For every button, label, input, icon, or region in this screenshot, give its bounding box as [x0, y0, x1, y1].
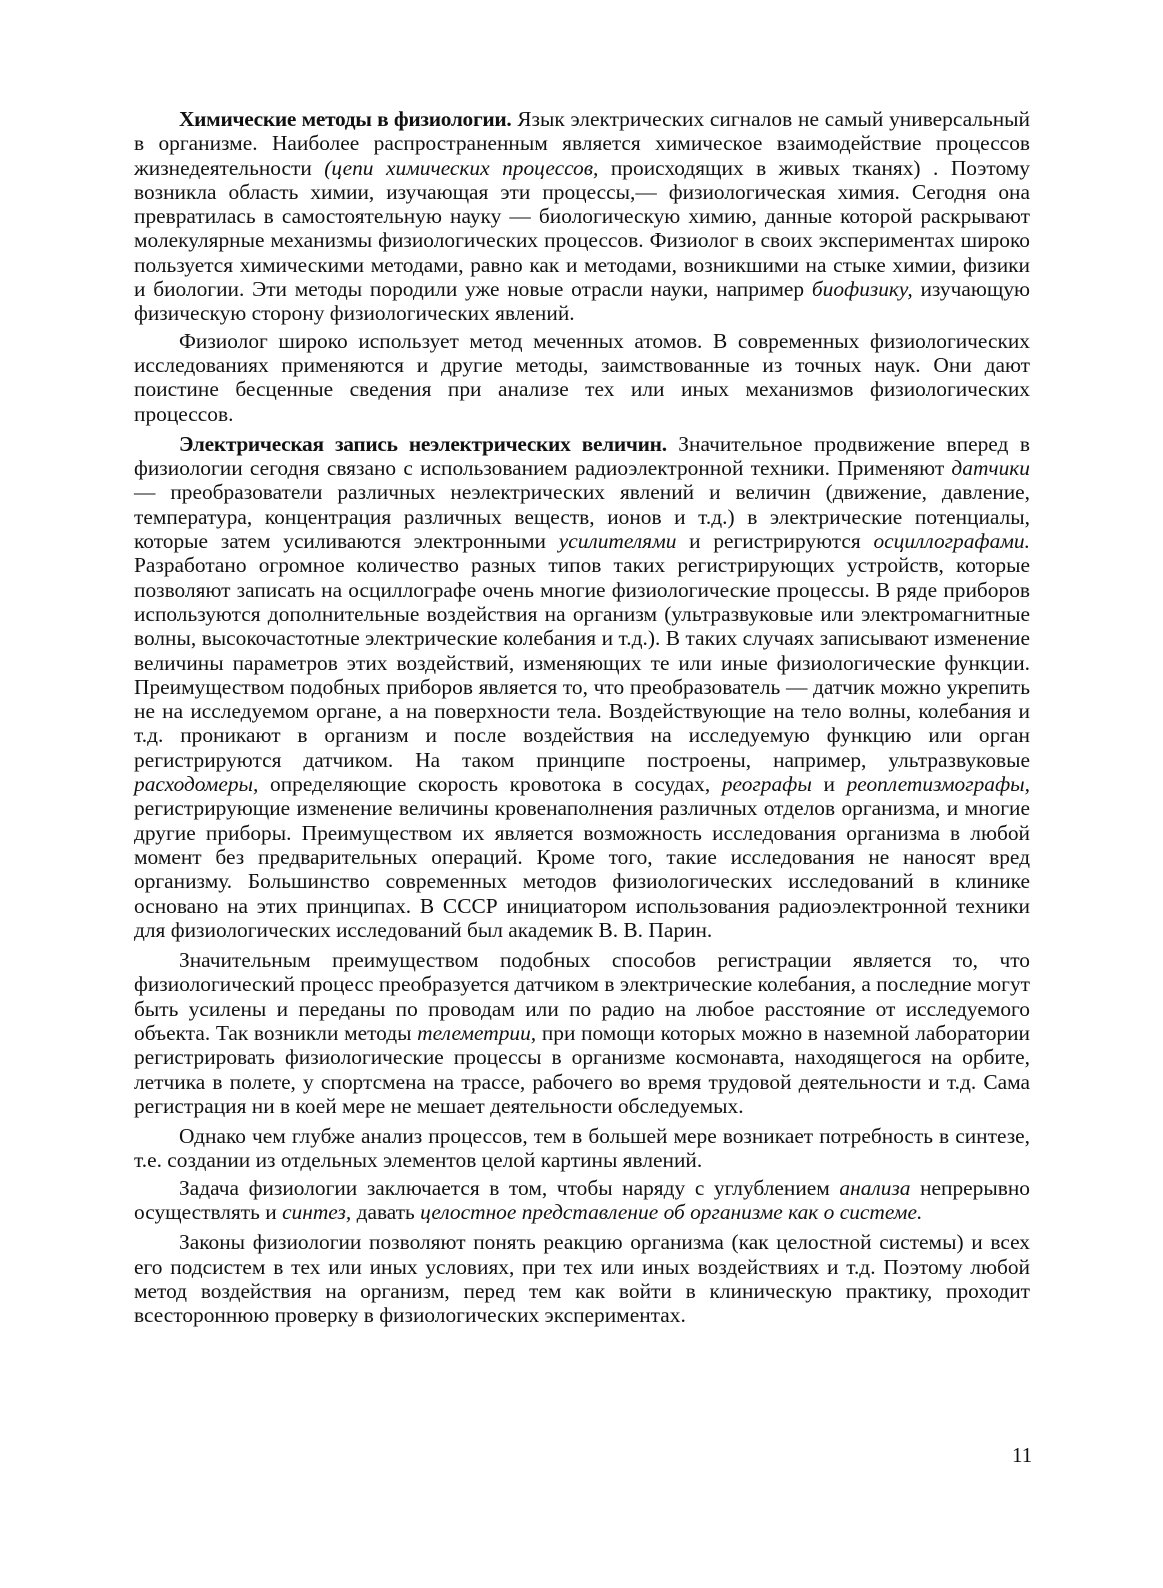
italic-term: биофизику,: [811, 277, 913, 302]
text-span: определяющие скорость кровотока в сосудах,: [258, 772, 722, 797]
italic-term: реоплетизмографы,: [846, 772, 1030, 797]
text-span: Задача физиологии заключается в том, чтобы наряду с углублением: [179, 1175, 840, 1200]
text-span: непрерывно осуществлять и: [134, 1175, 1030, 1225]
text-span: Значительное продвижение вперед в физиологии сегодня связано с использованием радиоэлектронной техники. Применяют: [134, 431, 1031, 481]
text-span: и: [811, 772, 847, 797]
italic-term: (цепи химических процессов,: [324, 155, 599, 180]
paragraph-task-of-physiology: [134, 1176, 1030, 1225]
page-number: 11: [1012, 1443, 1033, 1467]
italic-term: анализа: [839, 1175, 911, 1200]
paragraph-laws-of-physiology: [134, 1230, 1030, 1327]
heading-electrical-recording: Электрическая запись неэлектрических величин.: [179, 431, 667, 456]
italic-term: реографы: [721, 772, 812, 797]
text-span: регистрирующие изменение величины кровенаполнения различных отделов организма, и многие другие приборы. Преимуществом их является возможность исследования организма в любой момент без предварительных операций. Кроме того, такие исследования не наносят вред организму. Большинство современных методов физиологических исследований в клинике основано на этих принципах. В СССР инициатором использования радиоэлектронной техники для физиологических исследований был академик В. В. Парин.: [134, 796, 1030, 942]
paragraph-labeled-atoms: [134, 329, 1030, 426]
text-span: давать: [351, 1200, 421, 1225]
italic-term: целостное представление об организме как о системе.: [420, 1200, 923, 1225]
italic-term: датчики: [951, 456, 1030, 481]
paragraph-synthesis: [134, 1124, 1030, 1173]
text-span: происходящих в живых тканях) . Поэтому возникла область химии, изучающая эти процессы,— физиологическая химия. Сегодня она превратилась в самостоятельную науку — биологическую химию, данные которой раскрывают молекулярные механизмы физиологических процессов. Физиолог в своих экспериментах широко пользуется химическими методами, равно как и методами, возникшими на стыке химии, физики и биологии. Эти методы породили уже новые отрасли науки, например: [134, 155, 1031, 302]
text-span: Законы физиологии позволяют понять реакцию организма (как целостной системы) и всех его подсистем в тех или иных условиях, при тех или иных воздействиях и т.д. Поэтому любой метод воздействия на организм, перед тем как войти в клиническую практику, проходит всестороннюю проверку в физиологических экспериментах.: [134, 1230, 1030, 1328]
paragraph-telemetry: [134, 948, 1030, 1118]
italic-term: усилителями: [558, 529, 677, 554]
text-span: — преобразователи различных неэлектрических явлений и величин (движение, давление, температура, концентрация различных веществ, ионов и т.д.) в электрические потенциалы, которые затем усиливаются электронными: [134, 480, 1030, 554]
italic-term: расходомеры,: [134, 772, 259, 797]
text-span: при помощи которых можно в наземной лаборатории регистрировать физиологические процессы в организме космонавта, находящегося на орбите, летчика в полете, у спортсмена на трассе, рабочего во время трудовой деятельности и т.д. Сама регистрация ни в коей мере не мешает деятельности обследуемых.: [134, 1020, 1030, 1118]
paragraph-chemical-methods: [134, 107, 1030, 326]
italic-term: синтез,: [282, 1200, 352, 1225]
text-span: Значительным преимуществом подобных способов регистрации является то, что физиологический процесс преобразуется датчиком в электрические колебания, а последние могут быть усилены и переданы по проводам или по радио на любое расстояние от исследуемого объекта. Так возникли методы: [134, 948, 1030, 1045]
text-span: и регистрируются: [676, 529, 874, 554]
italic-term: осциллографами.: [873, 529, 1030, 554]
text-span: изучающую физическую сторону физиологических явлений.: [134, 277, 1030, 326]
text-span: Физиолог широко использует метод меченных атомов. В современных физиологических исследованиях применяются и другие методы, заимствованные из точных наук. Они дают поистине бесценные сведения при анализе тех или иных механизмов физиологических процессов.: [134, 328, 1030, 426]
text-span: Язык электрических сигналов не самый универсальный в организме. Наиболее распространенным является химическое взаимодействие процессов жизнедеятельности: [134, 107, 1030, 180]
page-body: [134, 107, 1030, 1328]
paragraph-electrical-recording: [134, 432, 1030, 942]
heading-chemical-methods: Химические методы в физиологии.: [179, 107, 512, 131]
text-span: Однако чем глубже анализ процессов, тем в большей мере возникает потребность в синтезе, т.е. создании из отдельных элементов целой картины явлений.: [134, 1124, 1030, 1173]
italic-term: телеметрии,: [417, 1020, 537, 1045]
text-span: Разработано огромное количество разных типов таких регистрирующих устройств, которые позволяют записать на осциллографе очень многие физиологические процессы. В ряде приборов используются дополнительные воздействия на организм (ультразвуковые или электромагнитные волны, высокочастотные электрические колебания и т.д.). В таких случаях записывают изменение величины параметров этих воздействий, изменяющих те или иные физиологические функции. Преимуществом подобных приборов является то, что преобразователь — датчик можно укрепить не на исследуемом органе, а на поверхности тела. Воздействующие на тело волны, колебания и т.д. проникают в организм и после воздействия на исследуемую функцию или орган регистрируются датчиком. На таком принципе построены, например, ультразвуковые: [134, 553, 1030, 772]
